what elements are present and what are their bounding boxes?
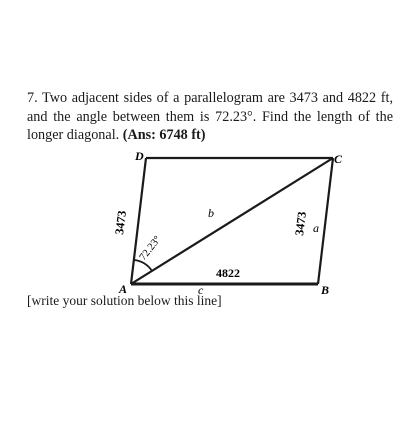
side-ad bbox=[131, 158, 146, 284]
diagonal-letter: b bbox=[208, 206, 214, 220]
side-cb bbox=[318, 158, 333, 284]
vertex-label-c: C bbox=[334, 152, 343, 166]
angle-arc bbox=[134, 260, 152, 271]
answer-text: (Ans: 6748 ft) bbox=[122, 127, 206, 143]
side-label-left: 3473 bbox=[112, 209, 129, 236]
angle-label: 72.23° bbox=[137, 234, 164, 263]
vertex-label-a: A bbox=[119, 282, 128, 296]
side-label-bottom: 4822 bbox=[216, 266, 240, 280]
vertex-label-d: D bbox=[135, 149, 144, 163]
vertex-label-b: B bbox=[321, 283, 330, 297]
side-letter-right: a bbox=[313, 221, 319, 235]
instruction-text: [write your solution below this line] bbox=[27, 293, 222, 308]
side-label-right: 3473 bbox=[292, 210, 309, 237]
side-letter-bottom: c bbox=[198, 283, 204, 297]
problem-text: 7. Two adjacent sides of a parallelogram are 3473 and 4822 ft, and the angle between them is 72.23°. Find the length of the longer diagonal. bbox=[27, 90, 393, 143]
